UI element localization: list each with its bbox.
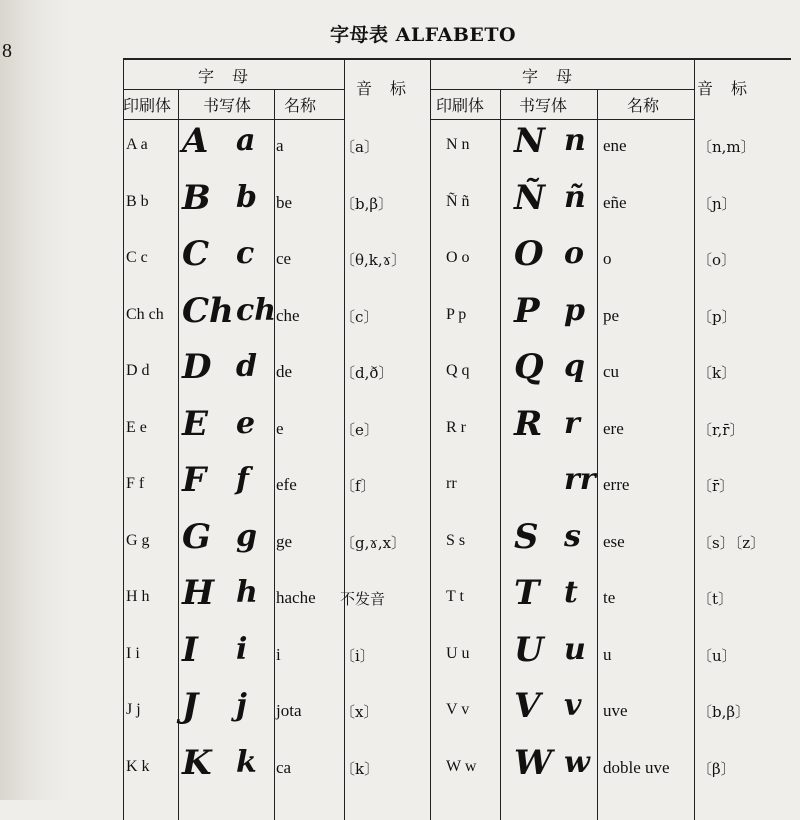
phonetic-symbol: 〔t〕 bbox=[697, 590, 734, 608]
print-letter: J j bbox=[126, 701, 141, 718]
page-title: 字母表 ALFABETO bbox=[330, 24, 517, 46]
header-phonetic-right: 音标 bbox=[697, 79, 766, 98]
written-lowercase: ch bbox=[236, 292, 277, 328]
written-lowercase: c bbox=[236, 236, 255, 271]
letter-name: o bbox=[603, 249, 612, 268]
written-lowercase: e bbox=[236, 405, 256, 441]
phonetic-symbol: 〔f〕 bbox=[340, 477, 376, 495]
written-lowercase: q bbox=[564, 349, 585, 384]
table-column-divider bbox=[274, 89, 275, 820]
phonetic-symbol: 〔o〕 bbox=[697, 251, 737, 269]
print-letter: V v bbox=[446, 701, 470, 718]
written-lowercase: ñ bbox=[564, 179, 586, 215]
phonetic-symbol: 〔a〕 bbox=[340, 138, 379, 156]
print-letter: Ch ch bbox=[126, 305, 164, 323]
print-letter: O o bbox=[446, 249, 470, 266]
phonetic-symbol: 〔g,ɤ,x〕 bbox=[340, 533, 407, 552]
written-lowercase: t bbox=[564, 575, 578, 610]
table-column-divider bbox=[597, 89, 598, 820]
written-uppercase: I bbox=[182, 629, 198, 670]
print-letter: D d bbox=[126, 362, 150, 379]
letter-name: te bbox=[603, 588, 616, 607]
phonetic-symbol: 〔k〕 bbox=[340, 759, 380, 778]
letter-name: de bbox=[276, 362, 293, 381]
letter-name: ge bbox=[276, 531, 293, 551]
written-uppercase: U bbox=[514, 629, 544, 670]
table-column-divider bbox=[178, 89, 179, 820]
letter-name: cu bbox=[603, 362, 620, 381]
print-letter: T t bbox=[446, 588, 464, 605]
written-uppercase: F bbox=[182, 460, 207, 500]
phonetic-symbol: 〔n,m〕 bbox=[697, 138, 756, 156]
written-lowercase: n bbox=[564, 123, 586, 158]
written-uppercase: J bbox=[182, 686, 199, 726]
written-lowercase: o bbox=[564, 236, 585, 271]
print-letter: Ñ ñ bbox=[446, 192, 470, 210]
phonetic-symbol: 〔s〕〔z〕 bbox=[697, 533, 766, 552]
phonetic-symbol: 〔r̄〕 bbox=[697, 477, 735, 495]
print-letter: S s bbox=[446, 531, 466, 549]
letter-name: doble uve bbox=[603, 757, 670, 777]
print-letter: U u bbox=[446, 644, 470, 662]
print-letter: A a bbox=[126, 136, 148, 153]
letter-name: hache bbox=[276, 588, 316, 607]
letter-name: i bbox=[276, 644, 281, 664]
written-uppercase: V bbox=[514, 686, 541, 726]
written-lowercase: a bbox=[236, 123, 256, 158]
phonetic-symbol: 〔b,β〕 bbox=[697, 703, 751, 721]
print-letter: W w bbox=[446, 757, 477, 775]
letter-name: ese bbox=[603, 531, 625, 551]
written-uppercase: K bbox=[182, 742, 212, 783]
written-lowercase: w bbox=[564, 744, 590, 780]
letter-name: ce bbox=[276, 249, 292, 268]
letter-name: ene bbox=[603, 136, 627, 155]
print-letter: K k bbox=[126, 757, 150, 775]
written-uppercase: C bbox=[182, 234, 210, 274]
written-uppercase: N bbox=[514, 121, 546, 161]
letter-name: jota bbox=[276, 701, 302, 720]
alphabet-table bbox=[123, 58, 791, 820]
phonetic-symbol: 〔d,ð〕 bbox=[340, 364, 394, 382]
written-lowercase: r bbox=[564, 405, 580, 441]
letter-name: eñe bbox=[603, 192, 627, 212]
written-lowercase: d bbox=[236, 349, 257, 384]
written-uppercase: G bbox=[182, 516, 212, 557]
written-lowercase: b bbox=[236, 179, 257, 215]
written-lowercase: g bbox=[236, 518, 257, 554]
phonetic-symbol: 〔θ,k,ɤ〕 bbox=[340, 251, 407, 269]
print-letter: N n bbox=[446, 136, 470, 153]
letter-name: pe bbox=[603, 305, 620, 325]
written-uppercase: T bbox=[514, 573, 540, 613]
letter-name: e bbox=[276, 418, 284, 438]
table-header-divider bbox=[430, 89, 694, 90]
written-lowercase: rr bbox=[564, 462, 596, 497]
letter-name: che bbox=[276, 305, 300, 325]
print-letter: B b bbox=[126, 192, 149, 210]
phonetic-symbol: 〔u〕 bbox=[697, 646, 737, 665]
table-header-divider bbox=[124, 89, 344, 90]
header-letters-right: 字母 bbox=[522, 67, 591, 86]
written-uppercase: D bbox=[182, 347, 212, 387]
written-lowercase: h bbox=[236, 575, 258, 610]
written-lowercase: i bbox=[236, 631, 248, 667]
written-uppercase: O bbox=[514, 234, 544, 274]
phonetic-symbol: 〔c〕 bbox=[340, 307, 379, 326]
written-uppercase: S bbox=[514, 516, 539, 557]
letter-name: ca bbox=[276, 757, 292, 777]
header-print-left: 印刷体 bbox=[123, 96, 172, 115]
print-letter: C c bbox=[126, 249, 148, 266]
phonetic-symbol: 〔β〕 bbox=[697, 759, 736, 778]
written-uppercase: R bbox=[514, 403, 543, 444]
header-name-left: 名称 bbox=[284, 96, 317, 115]
written-uppercase: Ch bbox=[182, 290, 234, 331]
written-uppercase: B bbox=[182, 177, 211, 218]
written-lowercase: u bbox=[564, 631, 586, 667]
written-uppercase: W bbox=[514, 742, 553, 783]
phonetic-symbol: 不发音 bbox=[340, 590, 386, 608]
table-header-divider bbox=[430, 119, 694, 120]
written-uppercase: H bbox=[182, 573, 215, 613]
written-uppercase: P bbox=[514, 290, 540, 331]
header-written-left: 书写体 bbox=[203, 96, 252, 115]
print-letter: H h bbox=[126, 588, 150, 605]
phonetic-symbol: 〔x〕 bbox=[340, 703, 379, 721]
phonetic-symbol: 〔i〕 bbox=[340, 646, 375, 665]
letter-name: be bbox=[276, 192, 293, 212]
written-uppercase: A bbox=[182, 121, 209, 161]
phonetic-symbol: 〔p〕 bbox=[697, 307, 737, 326]
print-letter: rr bbox=[446, 475, 457, 492]
letter-name: erre bbox=[603, 475, 630, 494]
phonetic-symbol: 〔ɲ〕 bbox=[697, 194, 737, 213]
print-letter: F f bbox=[126, 475, 145, 492]
header-phonetic-left: 音标 bbox=[356, 79, 425, 98]
written-lowercase: v bbox=[564, 688, 582, 723]
table-header-divider bbox=[124, 119, 344, 120]
header-name-right: 名称 bbox=[627, 96, 660, 115]
phonetic-symbol: 〔e〕 bbox=[340, 420, 379, 439]
letter-name: a bbox=[276, 136, 284, 155]
print-letter: P p bbox=[446, 305, 467, 323]
written-lowercase: k bbox=[236, 744, 257, 780]
written-lowercase: s bbox=[564, 518, 581, 554]
print-letter: I i bbox=[126, 644, 140, 662]
print-letter: E e bbox=[126, 418, 147, 436]
print-letter: R r bbox=[446, 418, 466, 436]
header-print-right: 印刷体 bbox=[436, 96, 485, 115]
written-lowercase: p bbox=[564, 292, 585, 328]
letter-name: ere bbox=[603, 418, 624, 438]
header-written-right: 书写体 bbox=[519, 96, 568, 115]
written-lowercase: f bbox=[236, 462, 249, 497]
phonetic-symbol: 〔b,β〕 bbox=[340, 194, 394, 213]
letter-name: uve bbox=[603, 701, 628, 720]
letter-name: u bbox=[603, 644, 612, 664]
phonetic-symbol: 〔k〕 bbox=[697, 364, 737, 382]
written-lowercase: j bbox=[236, 688, 247, 723]
print-letter: Q q bbox=[446, 362, 470, 379]
table-column-divider bbox=[500, 89, 501, 820]
page-number: 8 bbox=[2, 40, 12, 62]
phonetic-symbol: 〔r,r̄〕 bbox=[697, 420, 745, 439]
letter-name: efe bbox=[276, 475, 297, 494]
print-letter: G g bbox=[126, 531, 150, 549]
table-column-divider bbox=[430, 60, 431, 820]
written-uppercase: E bbox=[182, 403, 208, 444]
written-uppercase: Q bbox=[514, 347, 544, 387]
page-edge bbox=[0, 0, 70, 800]
table-column-divider bbox=[694, 60, 695, 820]
written-uppercase: Ñ bbox=[514, 177, 546, 218]
header-letters-left: 字母 bbox=[198, 67, 267, 86]
